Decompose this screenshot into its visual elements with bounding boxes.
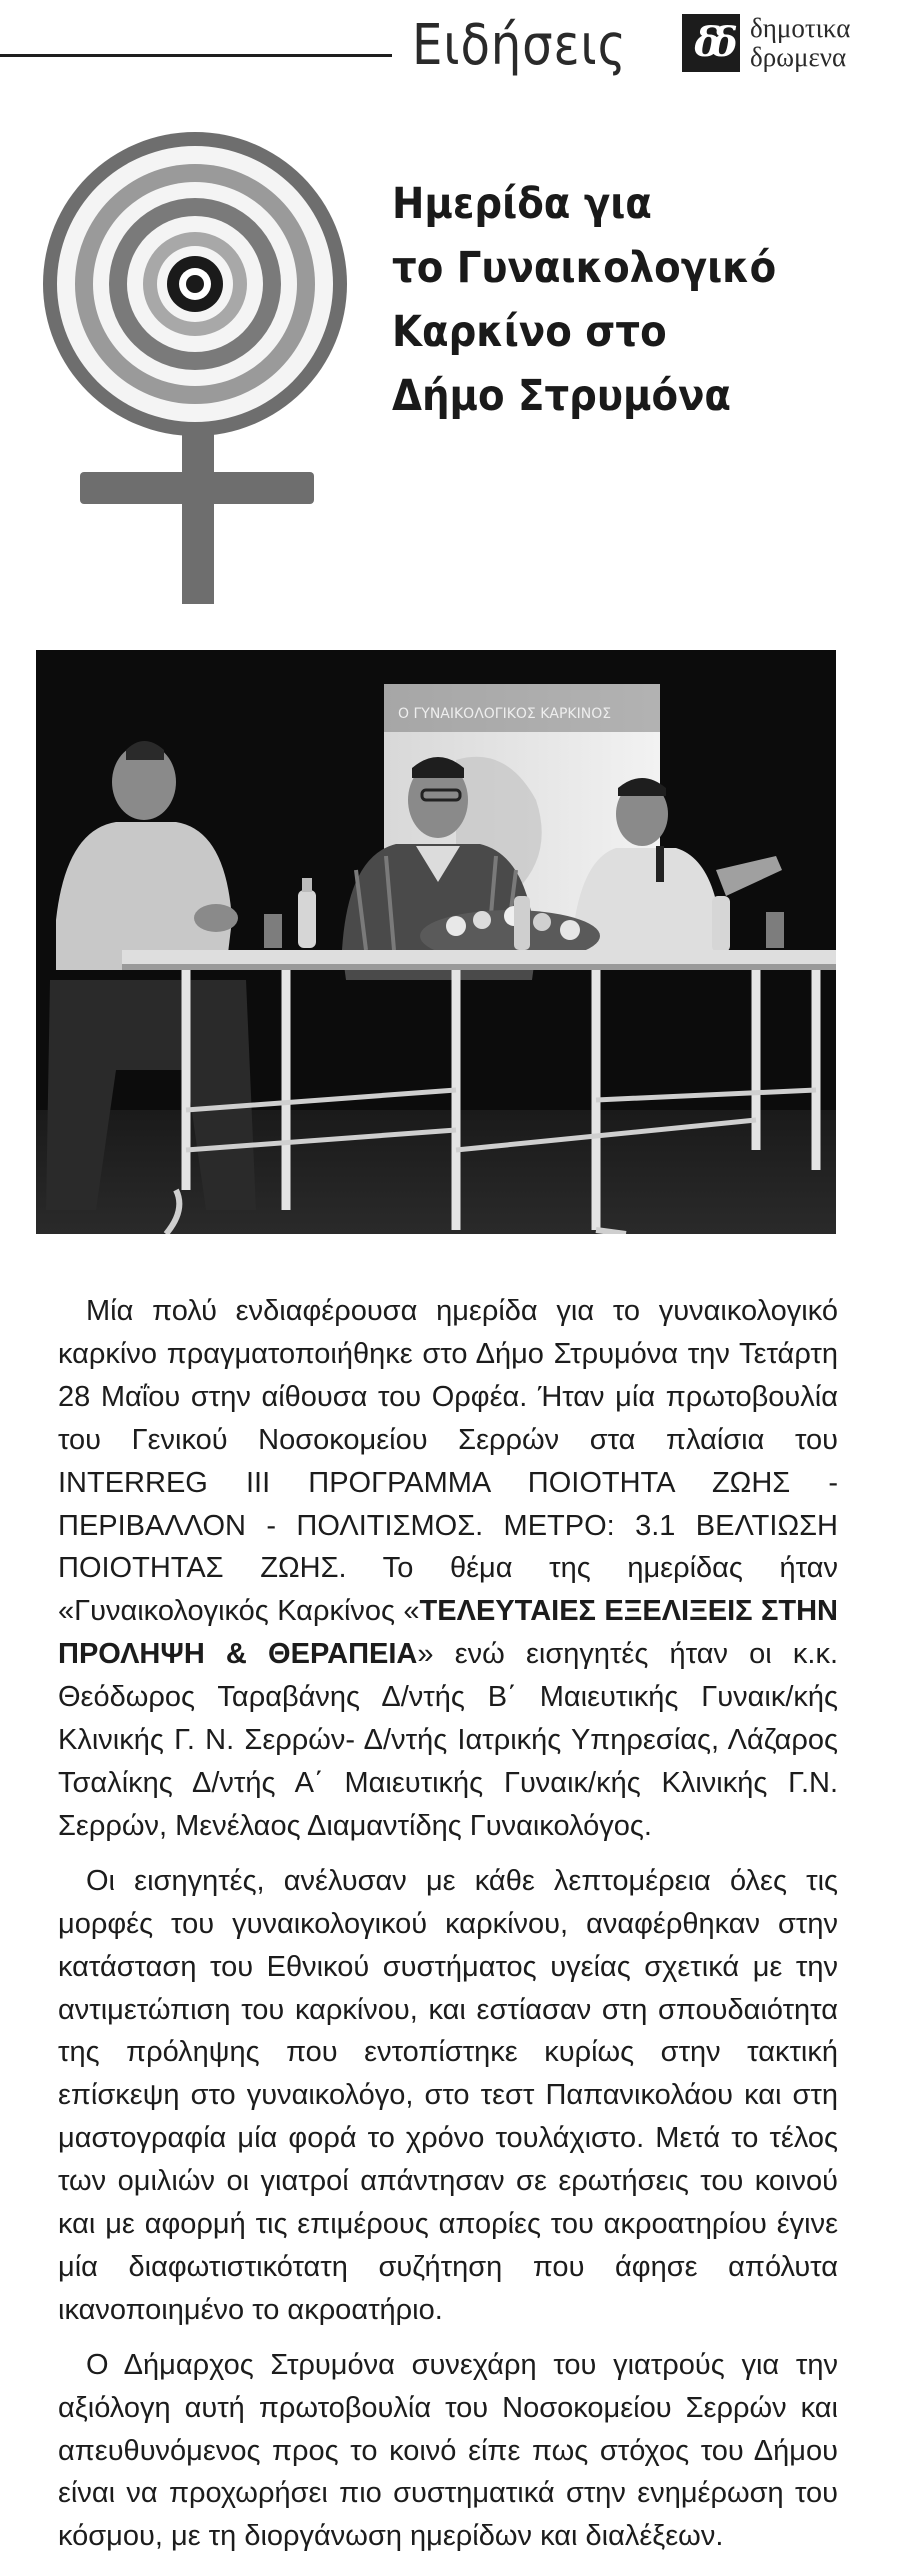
headline-line-1: Ημερίδα για xyxy=(392,179,652,229)
logo-line-1: δημοτικα xyxy=(750,13,851,43)
headline-line-3: Καρκίνο στο xyxy=(392,307,667,357)
headline xyxy=(392,172,842,428)
logo-mark xyxy=(682,14,740,72)
event-photo-illustration xyxy=(36,650,836,1234)
article-body xyxy=(58,1290,838,2570)
event-photo xyxy=(36,650,836,1234)
logo-mark-letters: δδ xyxy=(694,19,728,66)
article-paragraph-1 xyxy=(58,1290,838,1848)
headline-line-4: Δήμο Στρυμόνα xyxy=(392,371,732,421)
logo-text xyxy=(750,14,900,72)
female-symbol-icon xyxy=(34,124,356,604)
symbol-stem xyxy=(182,424,214,604)
headline-line-2: το Γυναικολογικό xyxy=(392,243,777,293)
screen-text: Ο ΓΥΝΑΙΚΟΛΟΓΙΚΟΣ ΚΑΡΚΙΝΟΣ xyxy=(398,706,612,722)
logo-line-2: δρωμενα xyxy=(750,42,847,72)
paragraph-1-text-a: Μία πολύ ενδιαφέρουσα ημερίδα για το γυναικολογικό καρκίνο πραγματοποιήθηκε στο Δήμο Στρυμόνα την Τετάρτη 28 Μαΐου στην αίθουσα του Ορφέα. Ήταν μία πρωτοβουλία του Γενικού Νοσοκομείου Σερρών στα πλαίσια του INTERREG III ΠΡΟΓΡΑΜΜΑ ΠΟΙΟΤΗΤΑ ΖΩΗΣ - ΠΕΡΙΒΑΛΛΟΝ - ΠΟΛΙΤΙΣΜΟΣ. ΜΕΤΡΟ: 3.1 ΒΕΛΤΙΩΣΗ ΠΟΙΟΤΗΤΑΣ ΖΩΗΣ. Το θέμα της ημερίδας ήταν «Γυναικολογικός Καρκίνος « xyxy=(58,1295,838,1628)
paragraph-1-bold: ΤΕΛΕΥΤΑΙΕΣ ΕΞΕΛΙΞΕΙΣ ΣΤΗΝ ΠΡΟΛΗΨΗ & ΘΕΡΑΠΕΙΑ xyxy=(58,1595,838,1671)
ring-center xyxy=(186,275,204,293)
table-top xyxy=(122,950,836,964)
symbol-crossbar xyxy=(80,472,314,504)
article-paragraph-3: Ο Δήμαρχος Στρυμόνα συνεχάρη του γιατρούς για την αξιόλογη αυτή πρωτοβουλία του Νοσοκομείου Σερρών και απευθυνόμενος προς το κοινό είπε πως στόχος του Δήμου είναι να προχωρήσει πιο συστηματικά στην ενημέρωση του κόσμου, με τη διοργάνωση ημερίδων και διαλέξεων. xyxy=(58,2348,838,2553)
paragraph-1-text-b: » ενώ εισηγητές ήταν οι κ.κ. Θεόδωρος Ταραβάνης Δ/ντής Β΄ Μαιευτικής Γυναικ/κής Κλινικής Γ. Ν. Σερρών- Δ/ντής Ιατρικής Υπηρεσίας, Λάζαρος Τσαλίκης Δ/ντής Α΄ Μαιευτικής Γυναικ/κής Κλινικής Γ.Ν. Σερρών, Μενέλαος Διαμαντίδης Γυναικολόγος. xyxy=(58,1638,838,1842)
section-title: Ειδήσεις xyxy=(412,13,627,78)
article-paragraph-2: Οι εισηγητές, ανέλυσαν με κάθε λεπτομέρεια όλες τις μορφές του γυναικολογικού καρκίνου, αναφέρθηκαν στην κατάσταση του Εθνικού συστήματος υγείας σχετικά με την αντιμετώπιση του καρκίνου, και εστίασαν στη σπουδαιότητα της πρόληψης που εντοπίστηκε κυρίως στην τακτική επίσκεψη στο γυναικολόγο, στο τεστ Παπανικολάου και στη μαστογραφία μία φορά το χρόνο τουλάχιστο. Μετά το τέλος των ομιλιών οι γιατροί απάντησαν σε ερωτήσεις του κοινού και με αφορμή τις επιμέρους απορίες του ακροατηρίου έγινε μία διαφωτιστικότατη συζήτηση που άφησε απόλυτα ικανοποιημένο το ακροατήριο. xyxy=(58,1864,838,2326)
publication-logo xyxy=(682,12,894,76)
header-rule xyxy=(0,54,392,57)
